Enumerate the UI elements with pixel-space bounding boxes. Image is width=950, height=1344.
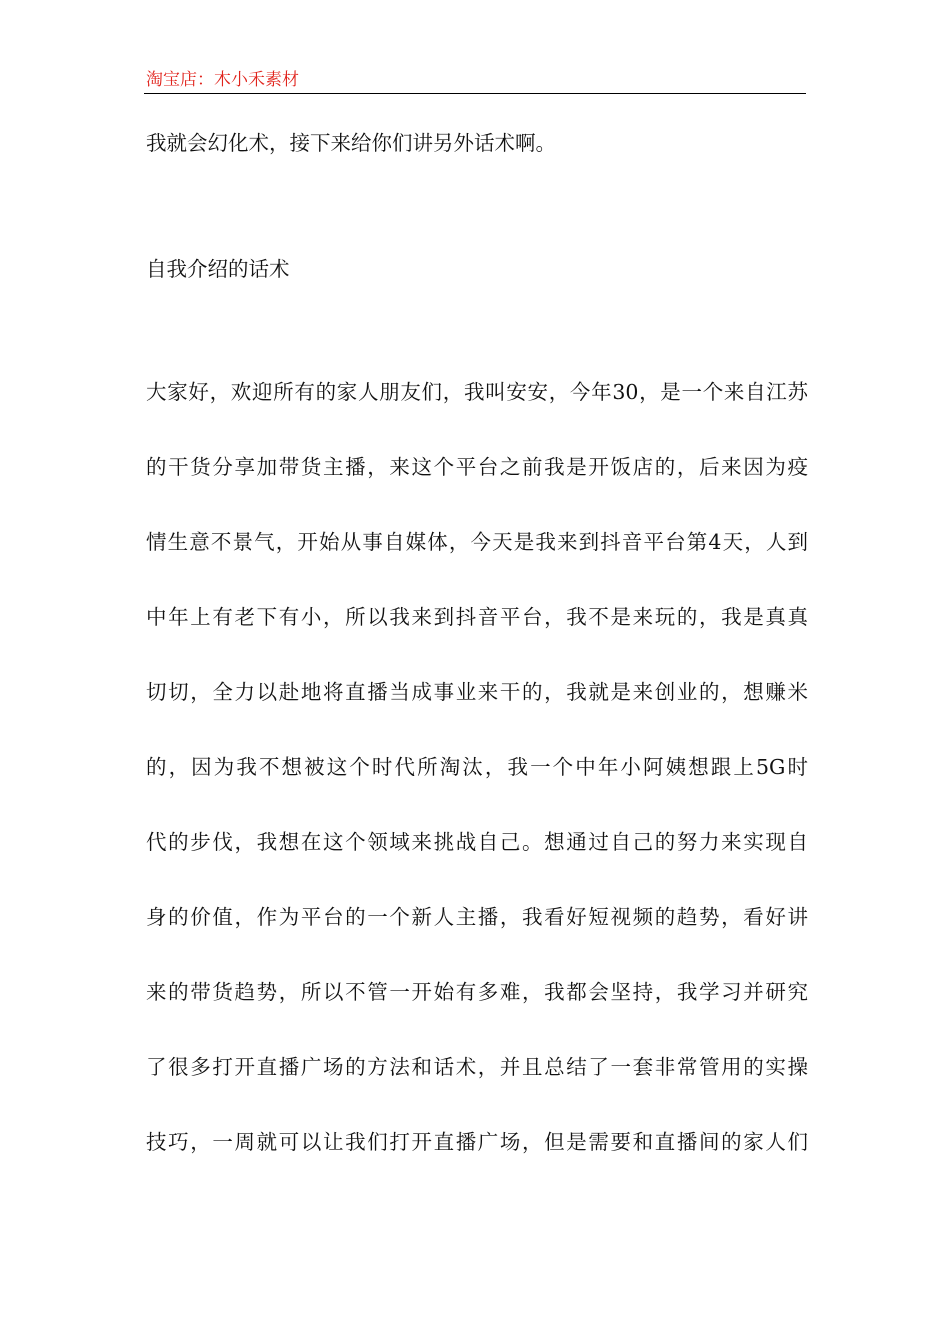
paragraph-line: 技巧，一周就可以让我们打开直播广场，但是需要和直播间的家人们 — [146, 1130, 808, 1154]
intro-line: 我就会幻化术，接下来给你们讲另外话术啊。 — [146, 131, 556, 155]
paragraph-line: 大家好，欢迎所有的家人朋友们，我叫安安，今年30，是一个来自江苏 — [146, 380, 808, 404]
paragraph-line: 情生意不景气，开始从事自媒体，今天是我来到抖音平台第4天，人到 — [146, 530, 808, 554]
paragraph-line: 来的带货趋势，所以不管一开始有多难，我都会坚持，我学习并研究 — [146, 980, 808, 1004]
paragraph-line: 切切，全力以赴地将直播当成事业来干的，我就是来创业的，想赚米 — [146, 680, 808, 704]
paragraph-line: 的，因为我不想被这个时代所淘汰，我一个中年小阿姨想跟上5G时 — [146, 755, 808, 779]
paragraph-line: 身的价值，作为平台的一个新人主播，我看好短视频的趋势，看好讲 — [146, 905, 808, 929]
section-title: 自我介绍的话术 — [146, 257, 290, 281]
paragraph-line: 代的步伐，我想在这个领域来挑战自己。想通过自己的努力来实现自 — [146, 830, 808, 854]
paragraph-line: 的干货分享加带货主播，来这个平台之前我是开饭店的，后来因为疫 — [146, 455, 808, 479]
paragraph-line: 中年上有老下有小，所以我来到抖音平台，我不是来玩的，我是真真 — [146, 605, 808, 629]
paragraph-line: 了很多打开直播广场的方法和话术，并且总结了一套非常管用的实操 — [146, 1055, 808, 1079]
shop-header: 淘宝店：木小禾素材 — [146, 70, 299, 90]
header-divider — [144, 93, 806, 94]
